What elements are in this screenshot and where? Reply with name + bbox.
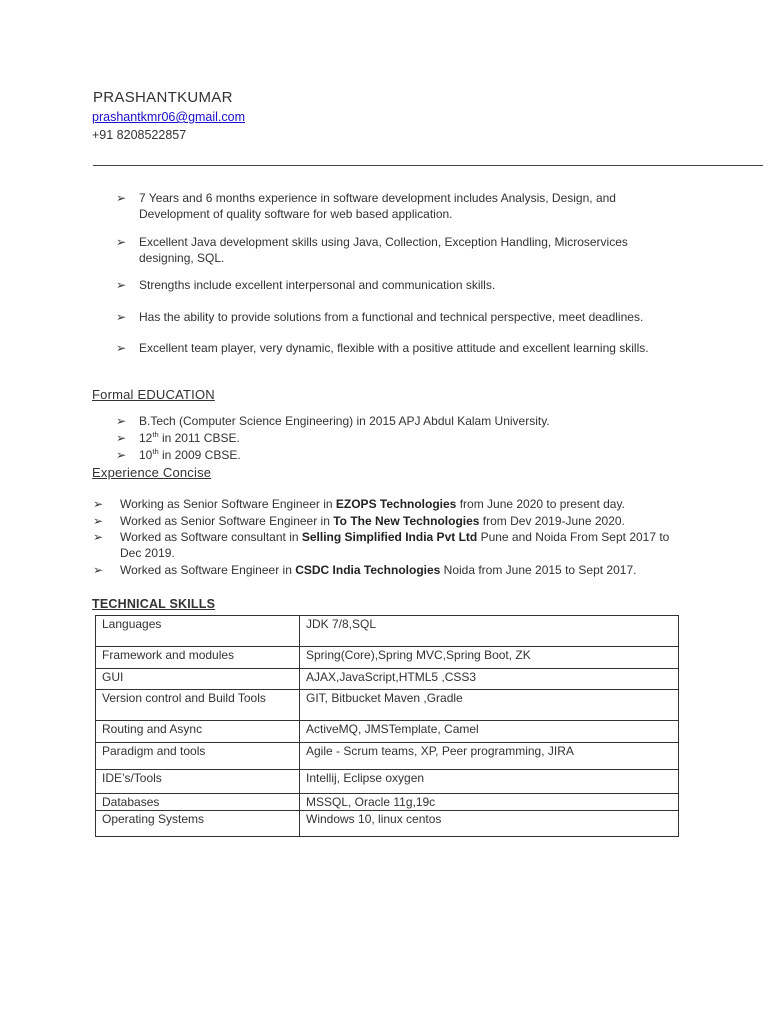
- experience-item: ➢ Worked as Software consultant in Selling Simplified India Pvt Ltd Pune and Noida From Sept 2017 to Dec 2019.: [93, 530, 670, 560]
- technical-skills-heading: TECHNICAL SKILLS: [92, 597, 216, 611]
- skill-category: Routing and Async: [96, 721, 300, 743]
- experience-item: ➢ Working as Senior Software Engineer in EZOPS Technologies from June 2020 to present day.: [93, 497, 625, 511]
- summary-item: ➢ Excellent Java development skills using Java, Collection, Exception Handling, Microservices designing, SQL.: [116, 235, 628, 265]
- skill-category: Databases: [96, 794, 300, 811]
- skill-value: MSSQL, Oracle 11g,19c: [300, 794, 679, 811]
- education-heading: Formal EDUCATION: [92, 387, 215, 402]
- skill-category: Operating Systems: [96, 811, 300, 837]
- experience-item: ➢ Worked as Senior Software Engineer in To The New Technologies from Dev 2019-June 2020.: [93, 514, 625, 528]
- arrowhead-bullet-icon: ➢: [93, 497, 104, 511]
- arrowhead-bullet-icon: ➢: [116, 235, 127, 249]
- phone-number: +91 8208522857: [92, 128, 187, 142]
- table-row: [96, 770, 679, 794]
- summary-item: ➢ 7 Years and 6 months experience in software development includes Analysis, Design, and Development of quality software for web based application.: [116, 191, 616, 221]
- arrowhead-bullet-icon: ➢: [116, 278, 127, 292]
- skill-category: GUI: [96, 669, 300, 690]
- skill-category: Version control and Build Tools: [96, 690, 300, 721]
- table-row: [96, 690, 679, 721]
- arrowhead-bullet-icon: ➢: [116, 341, 127, 355]
- arrowhead-bullet-icon: ➢: [116, 310, 127, 324]
- skill-category: IDE’s/Tools: [96, 770, 300, 794]
- table-row: [96, 743, 679, 770]
- arrowhead-bullet-icon: ➢: [116, 431, 127, 445]
- table-row: [96, 647, 679, 669]
- skill-value: JDK 7/8,SQL: [300, 616, 679, 647]
- arrowhead-bullet-icon: ➢: [116, 414, 127, 428]
- skill-value: Spring(Core),Spring MVC,Spring Boot, ZK: [300, 647, 679, 669]
- table-row: [96, 811, 679, 837]
- arrowhead-bullet-icon: ➢: [93, 514, 104, 528]
- arrowhead-bullet-icon: ➢: [116, 191, 127, 205]
- skill-value: AJAX,JavaScript,HTML5 ,CSS3: [300, 669, 679, 690]
- skill-category: Paradigm and tools: [96, 743, 300, 770]
- header-divider: [93, 165, 763, 166]
- education-item: ➢ 10th in 2009 CBSE.: [116, 447, 241, 462]
- candidate-name: PRASHANTKUMAR: [93, 89, 233, 106]
- skill-value: Intellij, Eclipse oxygen: [300, 770, 679, 794]
- skill-value: Windows 10, linux centos: [300, 811, 679, 837]
- table-row: [96, 616, 679, 647]
- summary-item: ➢ Strengths include excellent interpersonal and communication skills.: [116, 278, 496, 292]
- table-row: [96, 794, 679, 811]
- skill-category: Languages: [96, 616, 300, 647]
- education-item: ➢ B.Tech (Computer Science Engineering) in 2015 APJ Abdul Kalam University.: [116, 414, 550, 428]
- skill-value: GIT, Bitbucket Maven ,Gradle: [300, 690, 679, 721]
- skill-category: Framework and modules: [96, 647, 300, 669]
- table-row: [96, 721, 679, 743]
- table-row: [96, 669, 679, 690]
- technical-skills-table: [95, 615, 679, 837]
- email-link[interactable]: prashantkmr06@gmail.com: [92, 110, 246, 124]
- arrowhead-bullet-icon: ➢: [116, 448, 127, 462]
- experience-item: ➢ Worked as Software Engineer in CSDC India Technologies Noida from June 2015 to Sept 2017.: [93, 563, 637, 577]
- skill-value: Agile - Scrum teams, XP, Peer programming, JIRA: [300, 743, 679, 770]
- summary-item: ➢ Has the ability to provide solutions from a functional and technical perspective, meet deadlines.: [116, 310, 644, 324]
- education-item: ➢ 12th in 2011 CBSE.: [116, 430, 240, 445]
- experience-heading: Experience Concise: [92, 465, 212, 480]
- skill-value: ActiveMQ, JMSTemplate, Camel: [300, 721, 679, 743]
- arrowhead-bullet-icon: ➢: [93, 530, 104, 544]
- arrowhead-bullet-icon: ➢: [93, 563, 104, 577]
- summary-item: ➢ Excellent team player, very dynamic, flexible with a positive attitude and excellent learning skills.: [116, 341, 649, 355]
